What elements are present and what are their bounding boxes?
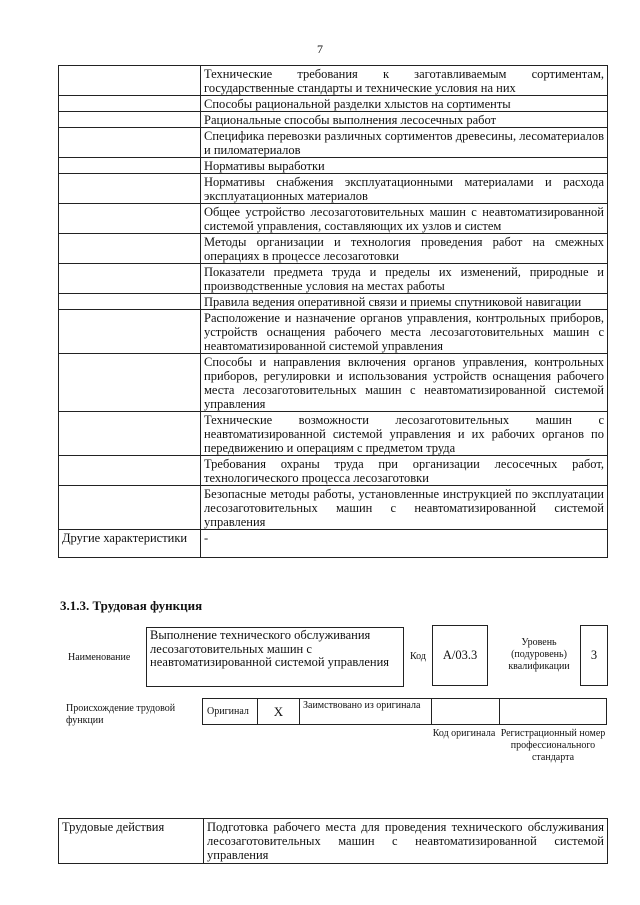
- knowledge-item: Расположение и назначение органов управления, контрольных приборов, устройств оснащения рабочего места лесозаготовительных машин с неавтоматизированной системой управления: [201, 310, 608, 354]
- knowledge-item: Способы и направления включения органов управления, контрольных приборов, регулировки и использования устройств оснащения рабочего места лесозаготовительных машин с неавтоматизированной системой управления: [201, 354, 608, 412]
- table-row: [59, 530, 608, 558]
- knowledge-item: Общее устройство лесозаготовительных машин с неавтоматизированной системой управления, составляющих их узлов и систем: [201, 204, 608, 234]
- table-row: [59, 456, 608, 486]
- reg-number-caption: Регистрационный номер профессионального стандарта: [500, 728, 606, 763]
- row-label-empty: [59, 294, 201, 310]
- table-row: [59, 294, 608, 310]
- origin-row: [202, 698, 607, 725]
- knowledge-item: Нормативы снабжения эксплуатационными материалами и расхода эксплуатационных материалов: [201, 174, 608, 204]
- table-row: [59, 112, 608, 128]
- knowledge-item: Правила ведения оперативной связи и приемы спутниковой навигации: [201, 294, 608, 310]
- function-name-box: Выполнение технического обслуживания лесозаготовительных машин с неавтоматизированной системой управления: [146, 627, 404, 687]
- knowledge-item: Технические возможности лесозаготовительных машин с неавтоматизированной системой управления и их рабочих органов по передвижению и операциям с предметом труда: [201, 412, 608, 456]
- row-label-empty: [59, 66, 201, 96]
- name-label: Наименование: [68, 652, 131, 663]
- original-label: Оригинал: [203, 699, 258, 724]
- borrowed-label: Заимствовано из оригинала: [300, 699, 432, 724]
- row-label-empty: [59, 158, 201, 174]
- table-row: [59, 66, 608, 96]
- row-label-empty: [59, 310, 201, 354]
- original-mark: X: [258, 699, 300, 724]
- table-row: [59, 96, 608, 112]
- knowledge-item: Требования охраны труда при организации лесосечных работ, технологического процесса лесозаготовки: [201, 456, 608, 486]
- table-row: [59, 486, 608, 530]
- knowledge-item: Нормативы выработки: [201, 158, 608, 174]
- original-code-cell: [432, 699, 500, 724]
- actions-table: [58, 818, 608, 864]
- table-row: [59, 264, 608, 294]
- table-row: [59, 174, 608, 204]
- table-row: [59, 234, 608, 264]
- other-characteristics-value: -: [201, 530, 608, 558]
- table-row: [59, 204, 608, 234]
- knowledge-item: Рациональные способы выполнения лесосечных работ: [201, 112, 608, 128]
- other-characteristics-label: Другие характеристики: [59, 530, 201, 558]
- page-number: 7: [317, 42, 323, 56]
- row-label-empty: [59, 412, 201, 456]
- knowledge-item: Методы организации и технология проведения работ на смежных операциях в процессе лесозаготовки: [201, 234, 608, 264]
- row-label-empty: [59, 112, 201, 128]
- reg-number-cell: [500, 699, 606, 724]
- section-title: 3.1.3. Трудовая функция: [60, 598, 203, 613]
- code-original-caption: Код оригинала: [432, 728, 496, 739]
- row-label-empty: [59, 204, 201, 234]
- table-row: [59, 412, 608, 456]
- actions-label: Трудовые действия: [59, 819, 204, 864]
- row-label-empty: [59, 128, 201, 158]
- knowledge-item: Технические требования к заготавливаемым сортиментам, государственные стандарты и технические условия на них: [201, 66, 608, 96]
- table-row: [59, 310, 608, 354]
- level-label: Уровень (подуровень) квалификации: [508, 637, 570, 672]
- knowledge-item: Специфика перевозки различных сортиментов древесины, лесоматериалов и пиломатериалов: [201, 128, 608, 158]
- level-box: 3: [580, 625, 608, 686]
- knowledge-item: Безопасные методы работы, установленные инструкцией по эксплуатации лесозаготовительных машин с неавтоматизированной системой управления: [201, 486, 608, 530]
- knowledge-item: Способы рациональной разделки хлыстов на сортименты: [201, 96, 608, 112]
- function-code-box: А/03.3: [432, 625, 488, 686]
- row-label-empty: [59, 174, 201, 204]
- code-label: Код: [410, 651, 426, 662]
- row-label-empty: [59, 486, 201, 530]
- row-label-empty: [59, 264, 201, 294]
- row-label-empty: [59, 354, 201, 412]
- actions-value: Подготовка рабочего места для проведения технического обслуживания лесозаготовительных машин с неавтоматизированной системой управления: [204, 819, 608, 864]
- knowledge-item: Показатели предмета труда и пределы их изменений, природные и производственные условия на местах работы: [201, 264, 608, 294]
- knowledge-table: [58, 65, 608, 558]
- table-row: [59, 354, 608, 412]
- table-row: [59, 819, 608, 864]
- row-label-empty: [59, 234, 201, 264]
- origin-label: Происхождение трудовой функции: [66, 703, 176, 726]
- table-row: [59, 158, 608, 174]
- table-row: [59, 128, 608, 158]
- row-label-empty: [59, 96, 201, 112]
- row-label-empty: [59, 456, 201, 486]
